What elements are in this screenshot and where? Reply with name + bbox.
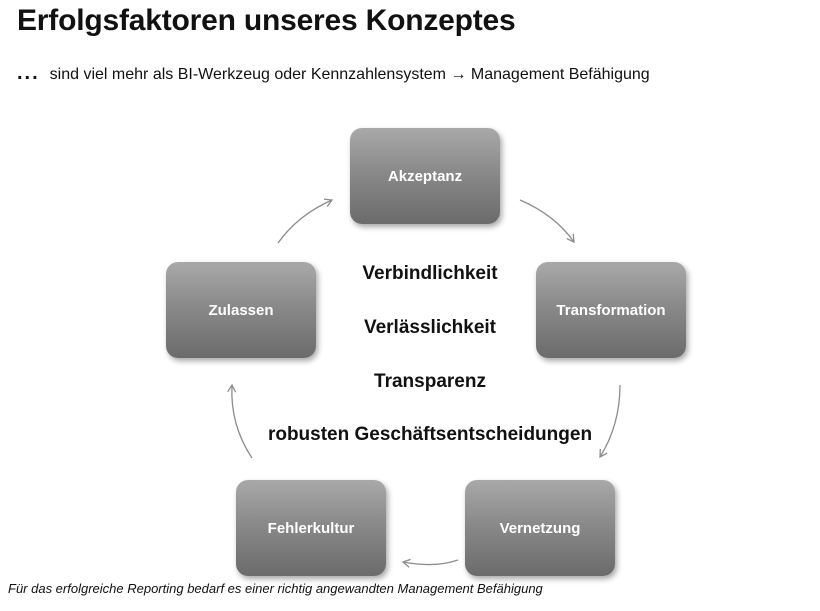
cycle-node-fehlerkultur: Fehlerkultur [236,480,386,576]
arrow-transformation-to-vernetzung [600,385,620,457]
center-line-verlaesslichkeit: Verlässlichkeit [363,317,497,338]
ellipsis-dots: ... [17,62,40,84]
center-line-transparenz: Transparenz [374,371,486,392]
cycle-node-vernetzung: Vernetzung [465,480,615,576]
cycle-node-transformation: Transformation [536,262,686,358]
cycle-node-akzeptanz: Akzeptanz [350,128,500,224]
center-line-verbindlichkeit: Verbindlichkeit [362,263,498,284]
page-title: Erfolgsfaktoren unseres Konzeptes [17,4,516,37]
center-line-geschaeftsentscheidungen: robusten Geschäftsentscheidungen [267,424,593,445]
arrow-vernetzung-to-fehlerkultur [403,560,458,565]
arrow-fehlerkultur-to-zulassen [232,385,252,458]
subtitle-text: sind viel mehr als BI-Werkzeug oder Kennzahlensystem → Management Befähigung [49,66,650,83]
footer-note: Für das erfolgreiche Reporting bedarf es einer richtig angewandten Management Befähigung [8,581,543,596]
arrow-akzeptanz-to-transformation [520,200,574,242]
cycle-node-zulassen: Zulassen [166,262,316,358]
arrow-zulassen-to-akzeptanz [278,200,332,243]
